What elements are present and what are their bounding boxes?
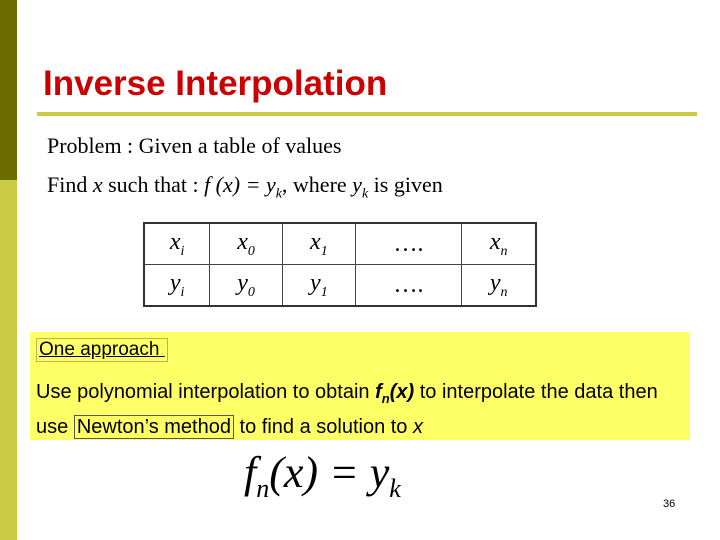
equation-sub-k: k	[275, 186, 282, 202]
where-text: , where	[281, 172, 353, 197]
table-cell: ….	[355, 265, 462, 307]
newton-method-box: Newton’s method	[74, 415, 234, 439]
where-y: y	[352, 172, 362, 197]
title-underline	[37, 112, 697, 116]
slide-title: Inverse Interpolation	[43, 64, 388, 103]
problem-line: Problem : Given a table of values	[47, 133, 342, 158]
where-sub-k: k	[361, 186, 369, 202]
find-text: Find	[47, 172, 93, 197]
approach-text: Use polynomial interpolation to obtain $f_n(x)$ to interpolate the data then use Newton’s method to find a solution to x	[36, 381, 658, 438]
table-cell: $x_0$	[210, 223, 283, 265]
table-cell: $x_1$	[282, 223, 355, 265]
find-x: x	[92, 172, 103, 197]
table-cell: $y_1$	[282, 265, 355, 307]
sidebar-dark-bar	[0, 0, 17, 180]
sidebar-light-bar	[0, 180, 17, 540]
approach-box	[30, 332, 690, 440]
table-cell: $y_i$	[144, 265, 210, 307]
such-that-text: such that :	[102, 172, 205, 197]
table-row-x	[144, 223, 536, 265]
table-cell: ….	[355, 223, 462, 265]
page-number: 36	[663, 498, 676, 510]
approach-heading: One approach:	[36, 338, 168, 362]
table-cell: $x_i$	[144, 223, 210, 265]
equation-lhs: f (x) = y	[204, 172, 276, 197]
table-cell: $y_n$	[462, 265, 536, 307]
inverse-formula: $f_n(x) = y_k$	[244, 448, 401, 503]
values-table	[143, 222, 537, 307]
table-cell: $x_n$	[462, 223, 536, 265]
table-cell: $y_0$	[210, 265, 283, 307]
is-given-text: is given	[368, 172, 443, 197]
find-line	[47, 172, 443, 202]
table-row-y	[144, 265, 536, 307]
